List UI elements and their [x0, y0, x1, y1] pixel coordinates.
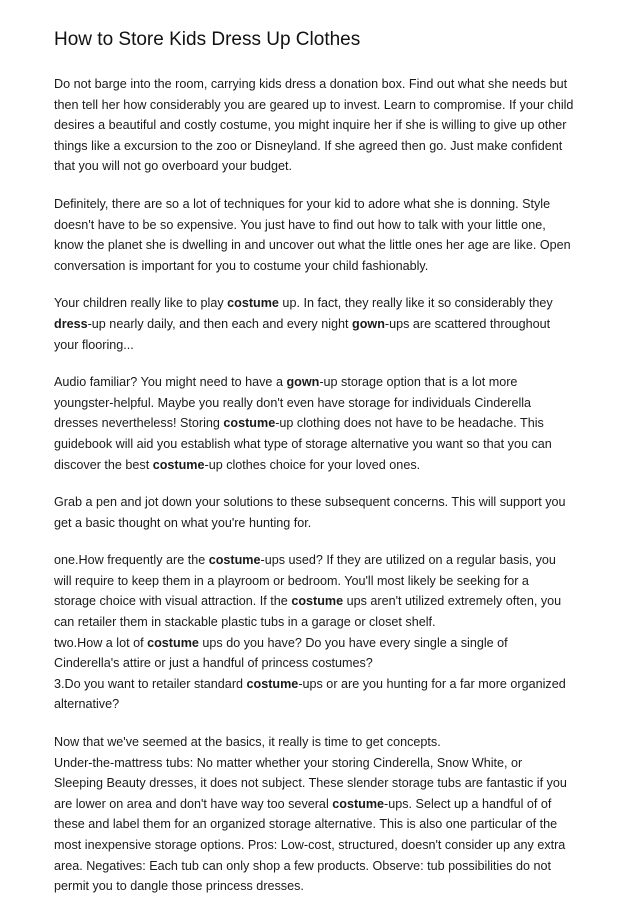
text-line: [54, 136, 588, 157]
text-segment: up. In fact, they really like it so considerably they: [278, 296, 553, 311]
text-segment: your flooring...: [54, 337, 134, 352]
text-line: [54, 550, 588, 571]
text-segment: Your children really like to play: [54, 296, 228, 311]
bold-keyword: costume: [152, 457, 205, 472]
text-segment: alternative?: [54, 697, 120, 712]
text-segment: doesn't have to be so expensive. You just have to find out how to talk with your little one,: [54, 217, 546, 232]
text-segment: Sleeping Beauty dresses, it does not subject. These slender storage tubs are fantastic if you: [54, 776, 567, 791]
text-segment: permit you to dangle those princess dresses.: [54, 879, 304, 894]
bold-keyword: costume: [208, 553, 261, 568]
text-segment: youngster-helpful. Maybe you really don't even have storage for individuals Cinderella: [54, 395, 532, 410]
text-line: [54, 753, 588, 774]
text-line: [54, 215, 588, 236]
text-line: [54, 876, 588, 897]
bold-keyword: dress: [54, 316, 88, 331]
text-segment: things like a excursion to the zoo or Disneyland. If she agreed then go. Just make confident: [54, 138, 563, 153]
paragraph: [54, 293, 588, 355]
text-line: [54, 612, 588, 633]
text-line: [54, 674, 588, 695]
text-segment: one.How frequently are the: [54, 553, 209, 568]
text-line: [54, 571, 588, 592]
text-line: [54, 293, 588, 314]
paragraph: [54, 550, 588, 715]
text-line: [54, 814, 588, 835]
text-line: [54, 835, 588, 856]
document-body: [54, 74, 588, 897]
text-line: [54, 235, 588, 256]
text-segment: discover the best: [54, 457, 153, 472]
bold-keyword: costume: [332, 796, 385, 811]
text-line: [54, 95, 588, 116]
text-line: [54, 194, 588, 215]
text-line: [54, 393, 588, 414]
bold-keyword: gown: [352, 316, 385, 331]
paragraph: [54, 194, 588, 276]
paragraph: [54, 492, 588, 533]
bold-keyword: costume: [227, 296, 279, 311]
text-line: [54, 794, 588, 815]
text-segment: Do not barge into the room, carrying kids dress a donation box. Find out what she needs but: [54, 77, 568, 91]
text-segment: -up clothes choice for your loved ones.: [204, 457, 421, 472]
text-line: [54, 335, 588, 356]
text-segment: guidebook will aid you establish what type of storage alternative you want so that you can: [54, 436, 552, 451]
text-segment: that you will not go overboard your budget.: [54, 159, 293, 174]
text-segment: storage choice with visual attraction. If the: [54, 594, 292, 609]
text-segment: are lower on area and don't have way too several: [54, 796, 333, 811]
bold-keyword: costume: [223, 416, 276, 431]
bold-keyword: costume: [291, 594, 344, 609]
text-segment: Audio familiar? You might need to have a: [54, 375, 287, 390]
document-title: How to Store Kids Dress Up Clothes: [54, 29, 361, 50]
text-segment: Cinderella's attire or just a handful of princess costumes?: [54, 656, 373, 671]
text-line: [54, 513, 588, 534]
text-line: [54, 694, 588, 715]
text-line: [54, 434, 588, 455]
text-segment: -ups. Select up a handful of of: [384, 796, 552, 811]
bold-keyword: costume: [147, 635, 199, 650]
bold-keyword: gown: [286, 375, 320, 390]
paragraph: [54, 372, 588, 475]
text-line: [54, 856, 588, 877]
text-segment: conversation is important for you to costume your child fashionably.: [54, 258, 429, 273]
text-line: [54, 653, 588, 674]
text-segment: ups do you have? Do you have every single a single of: [198, 635, 508, 650]
text-segment: -up nearly daily, and then each and every night: [87, 316, 353, 331]
text-line: [54, 256, 588, 277]
text-segment: area. Negatives: Each tub can only shop a few products. Observe: tub possibilities do not: [54, 858, 552, 873]
text-line: [54, 633, 588, 654]
bold-keyword: costume: [246, 676, 299, 691]
text-segment: -up clothing does not have to be headache. This: [275, 416, 544, 431]
text-segment: -ups are scattered throughout: [384, 316, 551, 331]
text-segment: these and label them for an organized storage alternative. This is also one particular of the: [54, 817, 558, 832]
text-line: [54, 732, 588, 753]
text-segment: dresses nevertheless! Storing: [54, 416, 224, 431]
text-segment: two.How a lot of: [54, 635, 148, 650]
text-segment: -ups or are you hunting for a far more organized: [298, 676, 566, 691]
text-segment: 3.Do you want to retailer standard: [54, 676, 247, 691]
text-line: [54, 413, 588, 434]
text-segment: know the planet she is dwelling in and uncover out what the little ones her age are like. Open: [54, 238, 571, 253]
text-segment: -ups used? If they are utilized on a regular basis, you: [260, 553, 556, 568]
paragraph: [54, 732, 588, 897]
text-segment: ups aren't utilized extremely often, you: [343, 594, 562, 609]
text-line: [54, 372, 588, 393]
text-segment: get a basic thought on what you're hunting for.: [54, 515, 312, 530]
text-segment: -up storage option that is a lot more: [319, 375, 518, 390]
text-line: [54, 314, 588, 335]
text-segment: then tell her how considerably you are geared up to invest. Learn to compromise. If your child: [54, 97, 574, 112]
text-segment: will require to keep them in a playroom or bedroom. You'll most likely be seeking for a: [54, 573, 529, 588]
text-segment: Definitely, there are so a lot of techniques for your kid to adore what she is donning. Style: [54, 196, 551, 211]
text-line: [54, 156, 588, 177]
text-segment: can retailer them in stackable plastic tubs in a garage or closet shelf.: [54, 615, 436, 630]
text-line: [54, 115, 588, 136]
text-line: [54, 773, 588, 794]
text-line: [54, 591, 588, 612]
text-segment: Now that we've seemed at the basics, it really is time to get concepts.: [54, 735, 441, 750]
paragraph: [54, 74, 588, 177]
text-segment: most inexpensive storage options. Pros: Low-cost, structured, doesn't consider up any extra: [54, 838, 566, 852]
text-line: [54, 74, 588, 95]
text-segment: desires a beautiful and costly costume, you might inquire her if she is willing to give up other: [54, 118, 567, 133]
text-line: [54, 455, 588, 476]
text-segment: Grab a pen and jot down your solutions to these subsequent concerns. This will support you: [54, 495, 566, 510]
text-line: [54, 492, 588, 513]
text-segment: Under-the-mattress tubs: No matter whether your storing Cinderella, Snow White, or: [54, 755, 523, 770]
